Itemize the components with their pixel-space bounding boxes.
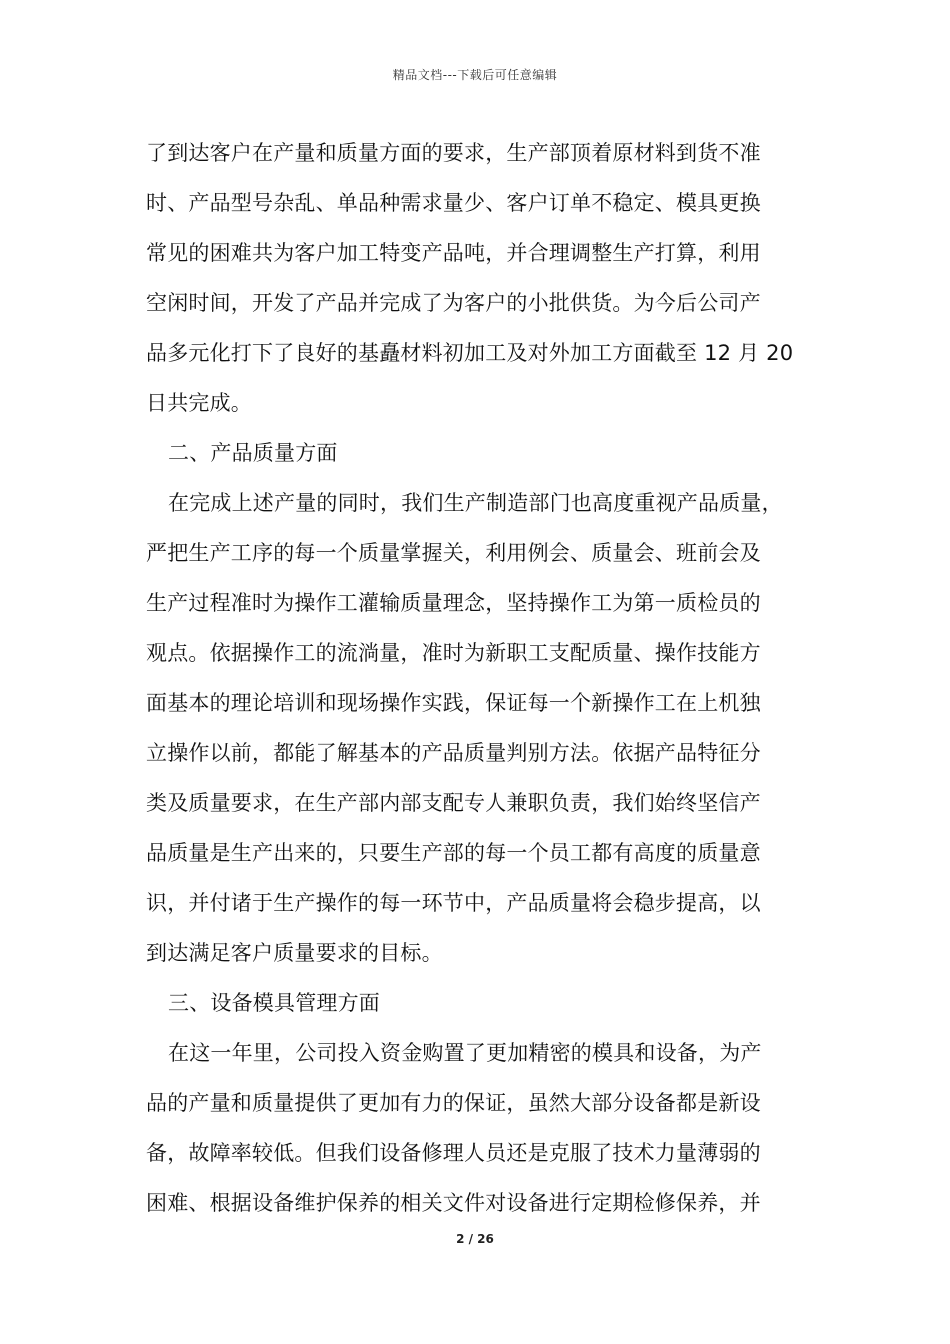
- paragraph-line: 备，故障率较低。但我们设备修理人员还是克服了技术力量薄弱的: [146, 1141, 761, 1165]
- paragraph-line: 品质量是生产出来的，只要生产部的每一个员工都有高度的质量意: [146, 841, 761, 865]
- paragraph-line: 品多元化打下了良好的基矗材料初加工及对外加工方面截至 12 月 20: [146, 341, 794, 365]
- paragraph-line: 严把生产工序的每一个质量掌握关，利用例会、质量会、班前会及: [146, 541, 761, 565]
- paragraph-line: 困难、根据设备维护保养的相关文件对设备进行定期检修保养，并: [146, 1191, 761, 1215]
- document-body: [146, 128, 806, 1228]
- paragraph-line: 在完成上述产量的同时，我们生产制造部门也高度重视产品质量，: [168, 491, 783, 515]
- paragraph-line: 了到达客户在产量和质量方面的要求，生产部顶着原材料到货不准: [146, 141, 761, 165]
- paragraph-line: 识，并付诸于生产操作的每一环节中，产品质量将会稳步提高，以: [146, 891, 761, 915]
- paragraph-line: 面基本的理论培训和现场操作实践，保证每一个新操作工在上机独: [146, 691, 761, 715]
- paragraph-line: 立操作以前，都能了解基本的产品质量判别方法。依据产品特征分: [146, 741, 761, 765]
- paragraph-line: 时、产品型号杂乱、单品种需求量少、客户订单不稳定、模具更换: [146, 191, 761, 215]
- paragraph-line: 在这一年里，公司投入资金购置了更加精密的模具和设备，为产: [168, 1041, 762, 1065]
- page-header: 精品文档---下载后可任意编辑: [392, 68, 558, 82]
- paragraph-line: 观点。依据操作工的流淌量，准时为新职工支配质量、操作技能方: [146, 641, 761, 665]
- paragraph-line: 到达满足客户质量要求的目标。: [146, 941, 443, 965]
- paragraph-line: 常见的困难共为客户加工特变产品吨，并合理调整生产打算，利用: [146, 241, 761, 265]
- paragraph-line: 生产过程准时为操作工灌输质量理念，坚持操作工为第一质检员的: [146, 591, 761, 615]
- paragraph-line: 日共完成。: [146, 391, 252, 415]
- section-heading-equipment-mold: 三、设备模具管理方面: [168, 991, 380, 1015]
- section-heading-product-quality: 二、产品质量方面: [168, 441, 338, 465]
- page-number: 2 / 26: [456, 1232, 494, 1246]
- paragraph-line: 类及质量要求，在生产部内部支配专人兼职负责，我们始终坚信产: [146, 791, 761, 815]
- paragraph-line: 品的产量和质量提供了更加有力的保证，虽然大部分设备都是新设: [146, 1091, 761, 1115]
- paragraph-line: 空闲时间，开发了产品并完成了为客户的小批供货。为今后公司产: [146, 291, 761, 315]
